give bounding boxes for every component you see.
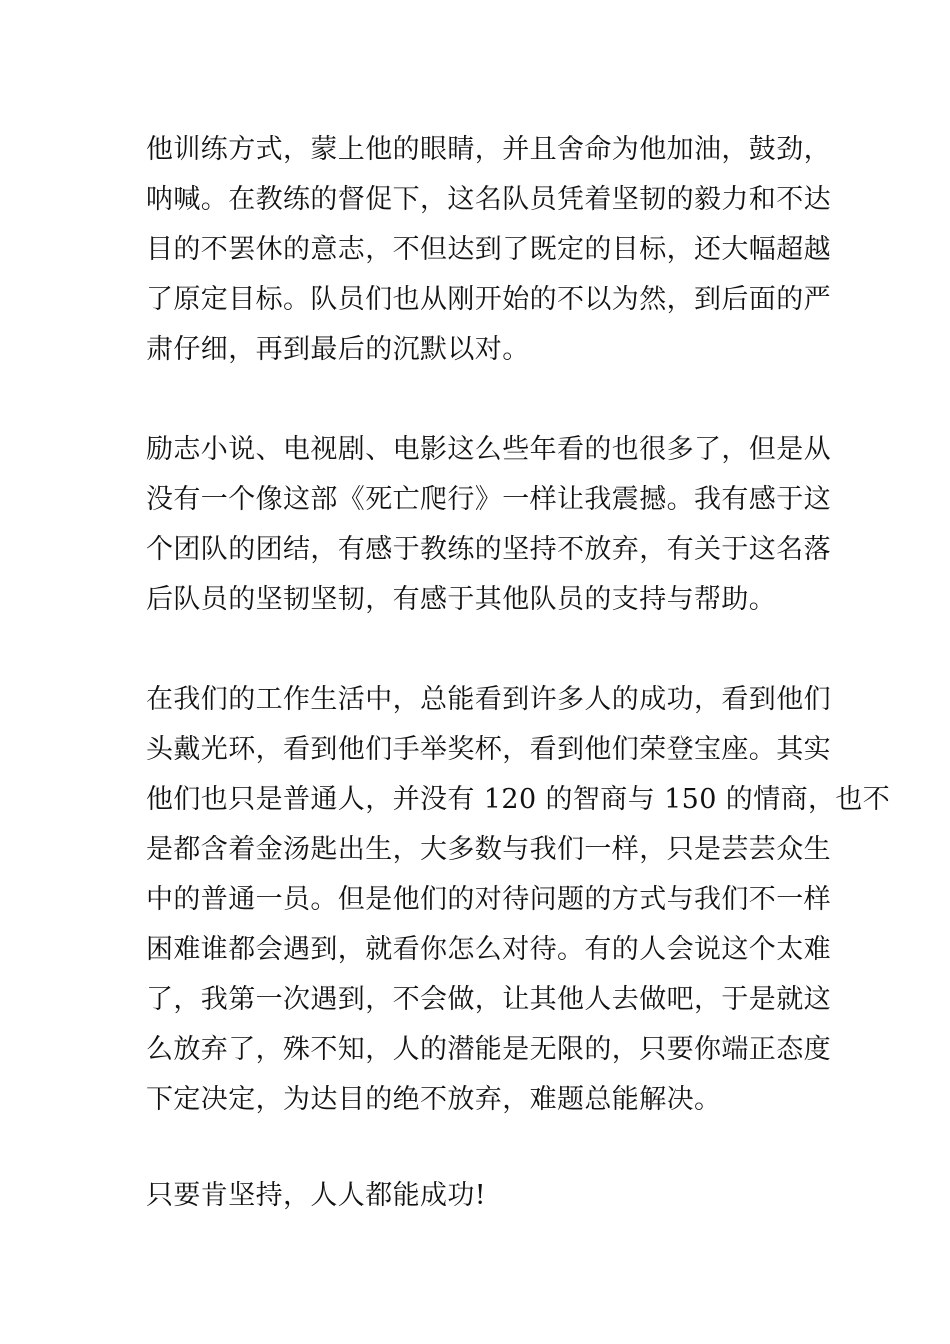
text-line: 呐喊。在教练的督促下，这名队员凭着坚韧的毅力和不达 xyxy=(146,184,831,215)
text-line: 头戴光环，看到他们手举奖杯，看到他们荣登宝座。其实 xyxy=(146,734,831,765)
text-line: 困难谁都会遇到，就看你怎么对待。有的人会说这个太难 xyxy=(146,934,831,965)
text-line: 中的普通一员。但是他们的对待问题的方式与我们不一样 xyxy=(146,884,831,915)
text-line: 了，我第一次遇到，不会做，让其他人去做吧，于是就这 xyxy=(146,984,831,1015)
text-line: 他训练方式，蒙上他的眼睛，并且舍命为他加油，鼓劲， xyxy=(146,134,831,165)
text-line: 他们也只是普通人，并没有 120 的智商与 150 的情商，也不 xyxy=(146,784,891,815)
text-line: 后队员的坚韧坚韧，有感于其他队员的支持与帮助。 xyxy=(146,584,777,615)
text-line: 只要肯坚持，人人都能成功! xyxy=(146,1180,487,1211)
text-line: 了原定目标。队员们也从刚开始的不以为然，到后面的严 xyxy=(146,284,831,315)
text-line: 肃仔细，再到最后的沉默以对。 xyxy=(146,334,530,365)
text-line: 目的不罢休的意志，不但达到了既定的目标，还大幅超越 xyxy=(146,234,831,265)
text-line: 励志小说、电视剧、电影这么些年看的也很多了，但是从 xyxy=(146,434,831,465)
text-line: 个团队的团结，有感于教练的坚持不放弃，有关于这名落 xyxy=(146,534,831,565)
text-line: 下定决定，为达目的绝不放弃，难题总能解决。 xyxy=(146,1084,722,1115)
text-line: 是都含着金汤匙出生，大多数与我们一样，只是芸芸众生 xyxy=(146,834,831,865)
text-line: 在我们的工作生活中，总能看到许多人的成功，看到他们 xyxy=(146,684,831,715)
text-line: 么放弃了，殊不知，人的潜能是无限的，只要你端正态度 xyxy=(146,1034,831,1065)
text-line: 没有一个像这部《死亡爬行》一样让我震撼。我有感于这 xyxy=(146,484,831,515)
